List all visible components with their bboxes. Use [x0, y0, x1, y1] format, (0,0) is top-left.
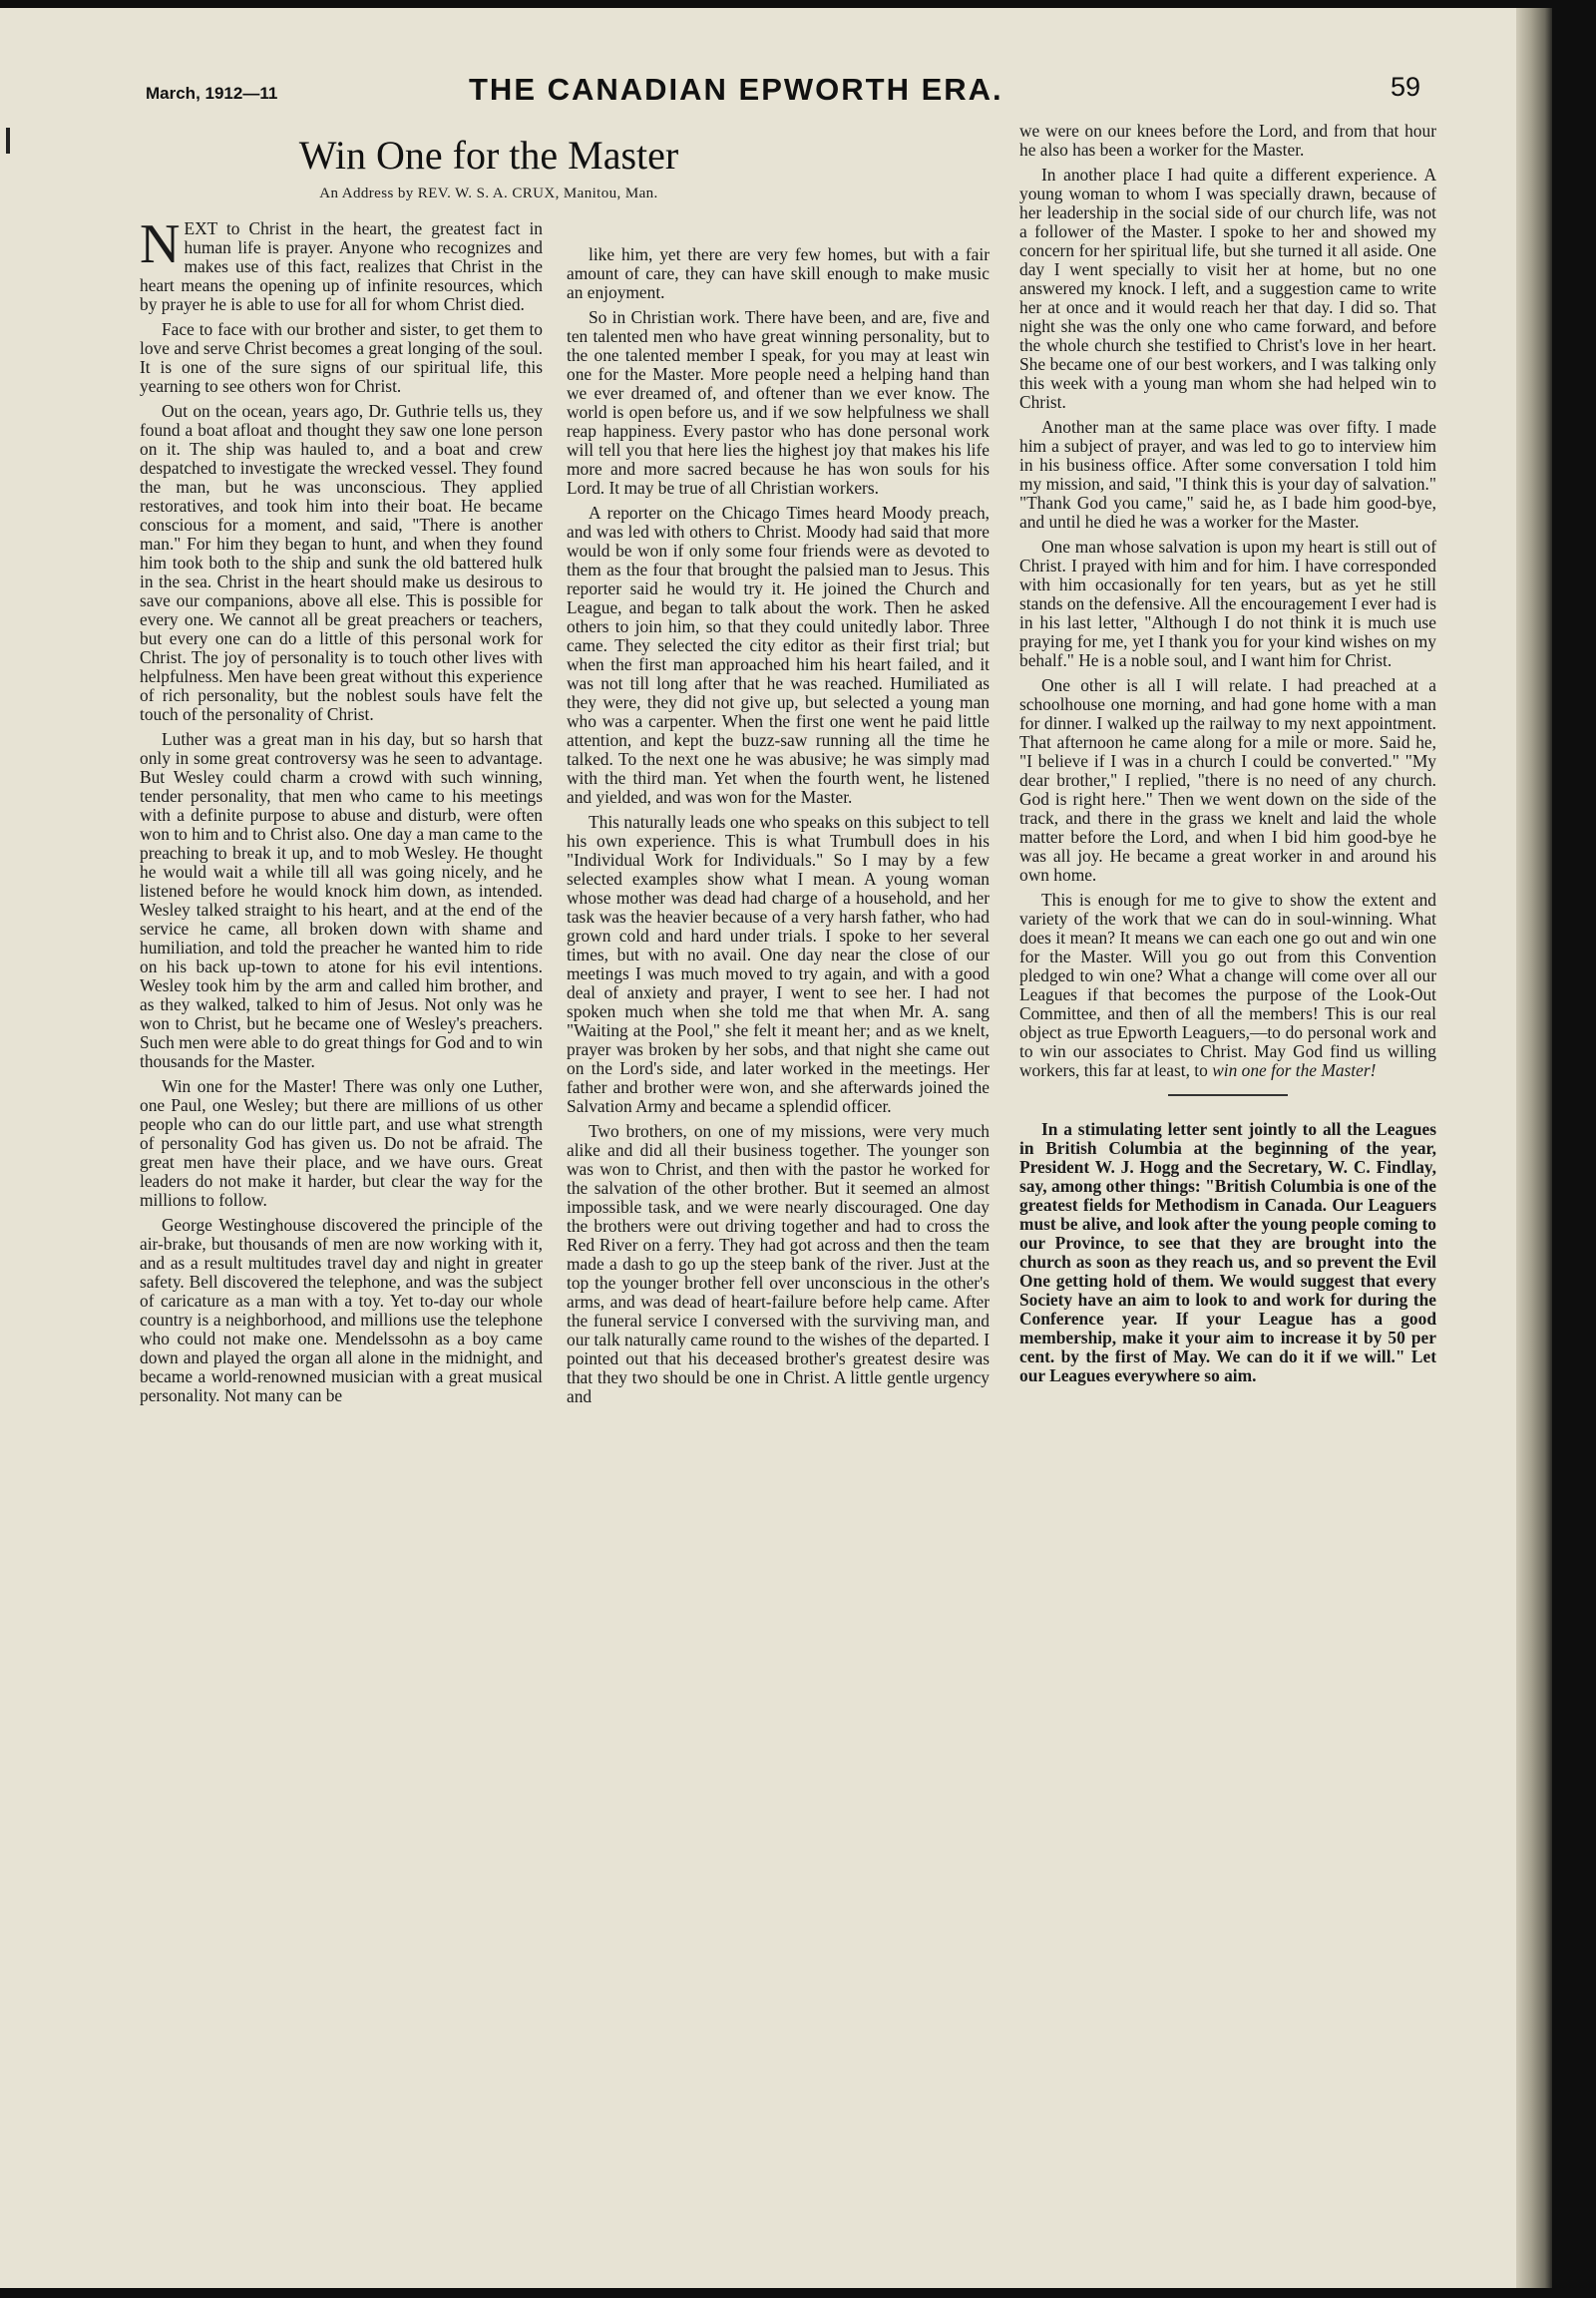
article-title: Win One for the Master [298, 133, 679, 178]
section-divider [1168, 1094, 1288, 1096]
page-number: 59 [1390, 72, 1420, 102]
journal-title: THE CANADIAN EPWORTH ERA. [469, 72, 1003, 107]
column-2 [567, 245, 990, 1412]
paragraph: George Westinghouse discovered the principle of the air-brake, but thousands of men are now working with it, and as a result multitudes travel day and night in greater safety. Bell discovered the telephone, and was the subject of caricature as a man with a toy. Yet to-day our whole country is a neighborhood, and millions use the telephone who could not make one. Mendelssohn as a boy came down and played the organ all alone in the midnight, and became a world-renowned musician with a great musical personality. Not many can be [140, 1215, 543, 1405]
column-3 [1019, 122, 1436, 1391]
paragraph: NEXT to Christ in the heart, the greatest fact in human life is prayer. Anyone who recognizes and makes use of this fact, realizes that Christ in the heart means the opening up of infinite resources, which by prayer he is able to use for all for whom Christ died. [140, 213, 543, 314]
running-header [140, 70, 1426, 114]
paragraph: like him, yet there are very few homes, but with a fair amount of care, they can have skill enough to make music an enjoyment. [567, 244, 990, 302]
paragraph: This is enough for me to give to show the extent and variety of the work that we can do in soul-winning. What does it mean? It means we can each one go out and win one for the Master. Will you go out from this Convention pledged to win one? What a change will come over all our Leagues if that becomes the purpose of the Look-Out Committee, and then of all the members! This is our real object as true Epworth Leaguers,—to do personal work and to win our associates to Christ. May God find us willing workers, this far at least, to win one for the Master! [1019, 890, 1436, 1080]
paragraph: Another man at the same place was over fifty. I made him a subject of prayer, and was led to go to interview him in his business office. After some conversation I told him my mission, and said, "I think this is your day of salvation." "Thank God you came," said he, as I bade him good-bye, and until he died he was a worker for the Master. [1019, 417, 1436, 532]
magazine-page [0, 8, 1541, 2288]
signoff: win one for the Master! [1212, 1060, 1377, 1080]
column-1 [140, 133, 679, 1411]
binding-mark [6, 128, 10, 154]
paragraph: One other is all I will relate. I had preached at a schoolhouse one morning, and had gone home with a man for dinner. I walked up the railway to my next appointment. That afternoon he came along for a mile or more. Said he, "I believe if I was in a church I could be converted." "My dear brother," I replied, "there is no need of any church. God is right here." Then we went down on the side of the track, and there in the grass we knelt and laid the whole matter before the Lord, and when I bid him good-bye he was all joy. He became a great worker in and around his own home. [1019, 675, 1436, 885]
paragraph: One man whose salvation is upon my heart is still out of Christ. I prayed with him and for him. I have corresponded with him occasionally for ten years, but as yet he still stands on the defensive. All the encouragement I ever had is in his last letter, "Although I do not think it is much use praying for me, yet I thank you for your kind wishes on my behalf." He is a noble soul, and I want him for Christ. [1019, 537, 1436, 670]
paragraph: This naturally leads one who speaks on this subject to tell his own experience. This is what Trumbull does in his "Individual Work for Individuals." So I may by a few selected examples show what I mean. A young woman whose mother was dead had charge of a household, and her task was the heavier because of a very harsh father, who had grown cold and hard under trials. I spoke to her several times, but with no avail. One day near the close of our meetings I was much moved to try again, and with a good deal of anxiety and prayer, I went to see her. I had not spoken much when she told me that when Mr. A. sang "Waiting at the Pool," she felt it meant her; and as we knelt, prayer was broken by her sobs, and that night she came out on the Lord's side, and later worked in the meetings. Her father and brother were won, and she afterwards joined the Salvation Army and became a splendid officer. [567, 812, 990, 1116]
paragraph: Two brothers, on one of my missions, were very much alike and did all their business together. The younger son was won to Christ, and then with the pastor he worked for the salvation of the other brother. But it seemed an almost impossible task, and we were nearly discouraged. One day the brothers were out driving together and had to cross the Red River on a ferry. They had got across and then the team made a dash to go up the steep bank of the river. Just at the top the younger brother fell over unconscious in the other's arms, and was dead of heart-failure before help came. After the funeral service I conversed with the surviving man, and our talk naturally came round to the wishes of the departed. I pointed out that his deceased brother's greatest desire was that they two should be one in Christ. A little gentle urgency and [567, 1121, 990, 1406]
paragraph: Out on the ocean, years ago, Dr. Guthrie tells us, they found a boat afloat and thought they saw one lone person on it. The ship was hauled to, and a boat and crew despatched to investigate the wrecked vessel. They found the man, but he was unconscious. They applied restoratives, and took him into their boat. He became conscious for a moment, and said, "There is another man." For him they began to hunt, and when they found him took both to the ship and sunk the old battered hulk in the sea. Christ in the heart should make us desirous to save our companions, above all else. This is possible for every one. We cannot all be great preachers or teachers, but every one can do a little of this personal work for Christ. The joy of personality is to touch other lives with helpfulness. Men have been great without this experience of rich personality, but the noblest souls have felt the touch of the personality of Christ. [140, 401, 543, 724]
paragraph: Luther was a great man in his day, but so harsh that only in some great controversy was he seen to advantage. But Wesley could charm a crowd with such winning, tender personality, that men who came to his meetings with a definite purpose to abuse and disturb, were often won to him and to Christ also. One day a man came to the preaching to break it up, and to mob Wesley. He thought he would wait a while till all was going nicely, and he listened before he would knock him down, as intended. Wesley talked straight to his heart, and at the end of the service he came, all broken down with shame and humiliation, and told the preacher he wanted him to ride on his back up-town to atone for his evil intentions. Wesley took him by the arm and called him brother, and as they walked, talked to him of Jesus. Not only was he won to Christ, but he became one of Wesley's preachers. Such men were able to do great things for God and to win thousands for the Master. [140, 729, 543, 1071]
note-paragraph: In a stimulating letter sent jointly to all the Leagues in British Columbia at the beginning of the year, President W. J. Hogg and the Secretary, W. C. Findlay, say, among other things: "British Columbia is one of the greatest fields for Methodism in Canada. Our Leaguers must be alive, and look after the young people coming to our Province, to see that they are brought into the church as soon as they reach us, and so prevent the Evil One getting hold of them. We would suggest that every Society have an aim to look to and work for during the Conference year. If your League has a good membership, make it your aim to increase it by 50 per cent. by the first of May. We can do it if we will." Let our Leagues everywhere so aim. [1019, 1119, 1436, 1385]
issue-date: March, 1912—11 [146, 84, 278, 103]
paragraph: So in Christian work. There have been, and are, five and ten talented men who have great winning personality, but to the one talented member I speak, for you may at least win one for the Master. More people need a helping hand than we ever dreamed of, and oftener than we ever know. The world is open before us, and if we sow helpfulness we shall reap happiness. Every pastor who has done personal work will tell you that here lies the highest joy that makes his life more and more sacred because he has won souls for his Lord. It may be true of all Christian workers. [567, 307, 990, 498]
paragraph: we were on our knees before the Lord, and from that hour he also has been a worker for the Master. [1019, 121, 1436, 160]
drop-cap: N [140, 213, 181, 275]
paragraph: In another place I had quite a different experience. A young woman to whom I was specially drawn, because of her leadership in the social side of our church life, was not a follower of the Master. I spoke to her and showed my concern for her spiritual life, but she turned it all aside. One day I went specially to visit her at home, but no one answered my knock. I left, and a suggestion came to write her at once and it would reach her that day. I did so. That night she was the only one who came forward, and before the whole church she testified to Christ's love in her heart. She became one of our best workers, and I was talking only this week with a young man whom she had helped win to Christ. [1019, 165, 1436, 412]
page-edge [1516, 8, 1552, 2288]
paragraph: Win one for the Master! There was only one Luther, one Paul, one Wesley; but there are millions of us other people who can do our little part, and use what strength of personality God has given us. Do not be afraid. The great men have their place, and we have ours. Great leaders do not make it harder, but clear the way for the millions to follow. [140, 1076, 543, 1210]
paragraph: A reporter on the Chicago Times heard Moody preach, and was led with others to Christ. Moody had said that more would be won if only some four friends were as devoted to them as the four that brought the palsied man to Jesus. This reporter said he would try it. He joined the Church and League, and began to talk about the work. Then he asked others to join him, so that they could unitedly labor. Three came. They selected the city editor as their first trial; but when the first man approached him his heart failed, and it was not till long after that he was reached. Humiliated as they were, they did not give up, but selected a young man who was a carpenter. When the first one went he paid little attention, and kept the buzz-saw running all the time he talked. To the next one he was abusive; he was simply mad with the third man. Yet when the fourth went, he listened and yielded, and was won for the Master. [567, 503, 990, 807]
paragraph: Face to face with our brother and sister, to get them to love and serve Christ becomes a great longing of the soul. It is one of the sure signs of our spiritual life, this yearning to see others won for Christ. [140, 319, 543, 396]
article-byline: An Address by REV. W. S. A. CRUX, Manitou, Man. [319, 186, 658, 201]
